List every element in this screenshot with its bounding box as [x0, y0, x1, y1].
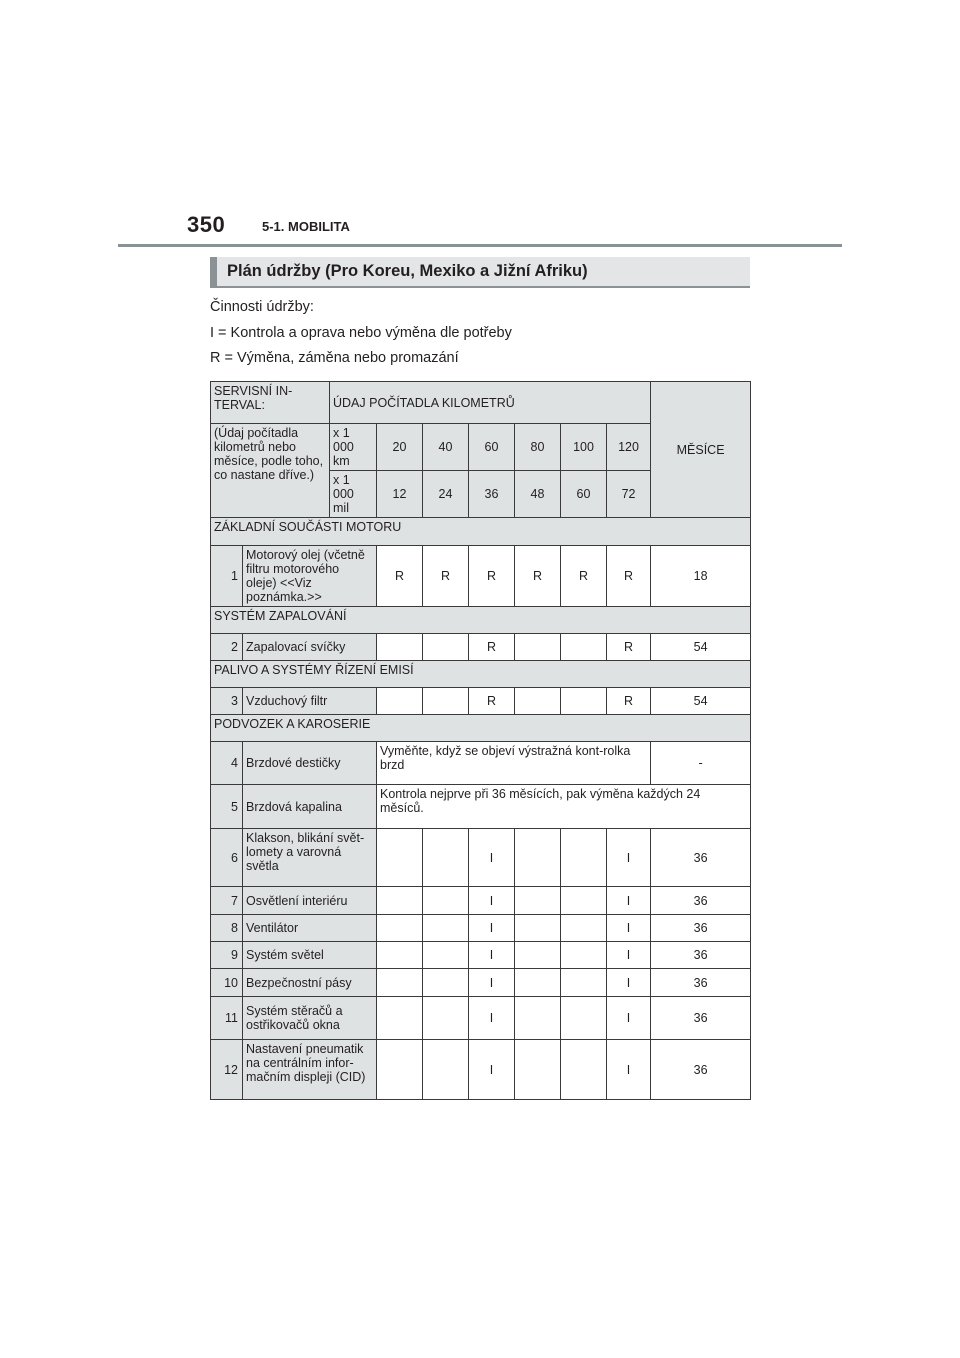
- km-unit: x 1 000 km: [330, 424, 377, 471]
- row-item: Systém světel: [243, 942, 377, 969]
- row-cell: R: [469, 634, 515, 661]
- row-number: 9: [211, 942, 243, 969]
- row-months: 36: [651, 915, 751, 942]
- row-cell: [377, 829, 423, 887]
- row-item: Vzduchový filtr: [243, 688, 377, 715]
- row-cell: [423, 688, 469, 715]
- row-cell: [561, 829, 607, 887]
- km-value: 40: [423, 424, 469, 471]
- row-cell: [377, 942, 423, 969]
- row-number: 1: [211, 546, 243, 607]
- row-cell: I: [607, 915, 651, 942]
- mil-value: 24: [423, 471, 469, 518]
- row-item: Systém stěračů a ostřikovačů okna: [243, 997, 377, 1040]
- row-item: Klakson, blikání svět-lomety a varovná světla: [243, 829, 377, 887]
- row-cell: [377, 1040, 423, 1100]
- row-cell: [423, 829, 469, 887]
- row-number: 11: [211, 997, 243, 1040]
- header-divider: [118, 244, 842, 247]
- row-number: 8: [211, 915, 243, 942]
- page-number: 350: [187, 212, 226, 237]
- row-cell: [377, 887, 423, 915]
- section-ignition: SYSTÉM ZAPALOVÁNÍ: [211, 607, 751, 634]
- row-cell: [561, 688, 607, 715]
- row-cell: [377, 634, 423, 661]
- row-cell: R: [561, 546, 607, 607]
- row-months: 54: [651, 688, 751, 715]
- row-item: Osvětlení interiéru: [243, 887, 377, 915]
- page-title: Plán údržby (Pro Koreu, Mexiko a Jižní Afriku): [227, 262, 588, 280]
- row-cell: R: [607, 546, 651, 607]
- row-cell: R: [607, 634, 651, 661]
- table-row: [211, 997, 751, 1040]
- heading-box: [210, 257, 750, 288]
- mil-unit: x 1 000 mil: [330, 471, 377, 518]
- row-number: 7: [211, 887, 243, 915]
- table-row: [211, 742, 751, 785]
- row-cell: [561, 997, 607, 1040]
- row-number: 10: [211, 969, 243, 997]
- mil-value: 48: [515, 471, 561, 518]
- row-number: 3: [211, 688, 243, 715]
- intro-line-legend-i: I = Kontrola a oprava nebo výměna dle potřeby: [210, 325, 512, 341]
- mil-value: 72: [607, 471, 651, 518]
- row-number: 12: [211, 1040, 243, 1100]
- row-number: 2: [211, 634, 243, 661]
- km-value: 20: [377, 424, 423, 471]
- months-header: MĚSÍCE: [651, 382, 751, 518]
- row-cell: [423, 634, 469, 661]
- row-item: Brzdové destičky: [243, 742, 377, 785]
- row-cell: I: [607, 1040, 651, 1100]
- row-cell: I: [469, 915, 515, 942]
- row-cell: [515, 1040, 561, 1100]
- row-note: Kontrola nejprve při 36 měsících, pak výměna každých 24 měsíců.: [377, 785, 751, 829]
- row-cell: I: [607, 829, 651, 887]
- table-row: [211, 634, 751, 661]
- row-cell: [377, 997, 423, 1040]
- row-number: 6: [211, 829, 243, 887]
- row-cell: [423, 969, 469, 997]
- row-months: 36: [651, 969, 751, 997]
- table-row: [211, 785, 751, 829]
- row-note: Vyměňte, když se objeví výstražná kont-rolka brzd: [377, 742, 651, 785]
- mil-value: 60: [561, 471, 607, 518]
- row-months: 36: [651, 942, 751, 969]
- row-cell: [561, 915, 607, 942]
- row-cell: [515, 969, 561, 997]
- row-cell: I: [607, 969, 651, 997]
- table-row: [211, 969, 751, 997]
- row-months: 36: [651, 997, 751, 1040]
- row-item: Zapalovací svíčky: [243, 634, 377, 661]
- row-cell: [423, 915, 469, 942]
- row-months: 18: [651, 546, 751, 607]
- row-months: 36: [651, 1040, 751, 1100]
- row-cell: [377, 915, 423, 942]
- row-cell: [515, 829, 561, 887]
- row-cell: R: [469, 688, 515, 715]
- row-cell: [423, 1040, 469, 1100]
- row-cell: [561, 942, 607, 969]
- intro-line-legend-r: R = Výměna, záměna nebo promazání: [210, 350, 459, 366]
- row-cell: R: [423, 546, 469, 607]
- row-cell: [515, 634, 561, 661]
- row-cell: [561, 634, 607, 661]
- service-interval-label: SERVISNÍ IN-TERVAL:: [211, 382, 330, 424]
- row-cell: R: [515, 546, 561, 607]
- row-months: 36: [651, 887, 751, 915]
- row-cell: [515, 942, 561, 969]
- table-row: [211, 942, 751, 969]
- row-cell: [561, 969, 607, 997]
- row-item: Nastavení pneumatik na centrálním infor-mačním displeji (CID): [243, 1040, 377, 1100]
- row-cell: [423, 887, 469, 915]
- maintenance-table: [210, 381, 751, 1100]
- table-row: [211, 1040, 751, 1100]
- section-fuel: PALIVO A SYSTÉMY ŘÍZENÍ EMISÍ: [211, 661, 751, 688]
- row-item: Motorový olej (včetně filtru motorového oleje) <<Viz poznámka.>>: [243, 546, 377, 607]
- row-item: Brzdová kapalina: [243, 785, 377, 829]
- interval-note: (Údaj počítadla kilometrů nebo měsíce, podle toho, co nastane dříve.): [211, 424, 330, 518]
- table-row: [211, 688, 751, 715]
- row-cell: I: [469, 887, 515, 915]
- km-value: 100: [561, 424, 607, 471]
- section-label: 5-1. MOBILITA: [262, 219, 350, 234]
- mil-value: 36: [469, 471, 515, 518]
- row-months: 54: [651, 634, 751, 661]
- row-item: Bezpečnostní pásy: [243, 969, 377, 997]
- row-cell: [515, 688, 561, 715]
- row-cell: [561, 1040, 607, 1100]
- row-cell: R: [469, 546, 515, 607]
- intro-line-activities: Činnosti údržby:: [210, 299, 314, 315]
- row-cell: I: [607, 997, 651, 1040]
- table-row: [211, 546, 751, 607]
- km-value: 80: [515, 424, 561, 471]
- row-cell: I: [469, 829, 515, 887]
- row-cell: [561, 887, 607, 915]
- row-number: 4: [211, 742, 243, 785]
- row-item: Ventilátor: [243, 915, 377, 942]
- row-cell: [423, 997, 469, 1040]
- section-engine: ZÁKLADNÍ SOUČÁSTI MOTORU: [211, 518, 751, 546]
- row-cell: [515, 915, 561, 942]
- row-cell: [377, 688, 423, 715]
- section-chassis: PODVOZEK A KAROSERIE: [211, 715, 751, 742]
- table-row: [211, 915, 751, 942]
- row-cell: R: [607, 688, 651, 715]
- row-months: 36: [651, 829, 751, 887]
- row-number: 5: [211, 785, 243, 829]
- table-row: [211, 887, 751, 915]
- row-cell: I: [607, 942, 651, 969]
- row-months: -: [651, 742, 751, 785]
- row-cell: I: [469, 1040, 515, 1100]
- row-cell: [377, 969, 423, 997]
- row-cell: I: [607, 887, 651, 915]
- heading-accent-bar: [210, 257, 217, 286]
- table-row: [211, 829, 751, 887]
- row-cell: [423, 942, 469, 969]
- row-cell: I: [469, 942, 515, 969]
- odometer-label: ÚDAJ POČÍTADLA KILOMETRŮ: [330, 382, 651, 424]
- row-cell: I: [469, 997, 515, 1040]
- km-value: 120: [607, 424, 651, 471]
- row-cell: [515, 887, 561, 915]
- row-cell: R: [377, 546, 423, 607]
- km-value: 60: [469, 424, 515, 471]
- row-cell: [515, 997, 561, 1040]
- row-cell: I: [469, 969, 515, 997]
- mil-value: 12: [377, 471, 423, 518]
